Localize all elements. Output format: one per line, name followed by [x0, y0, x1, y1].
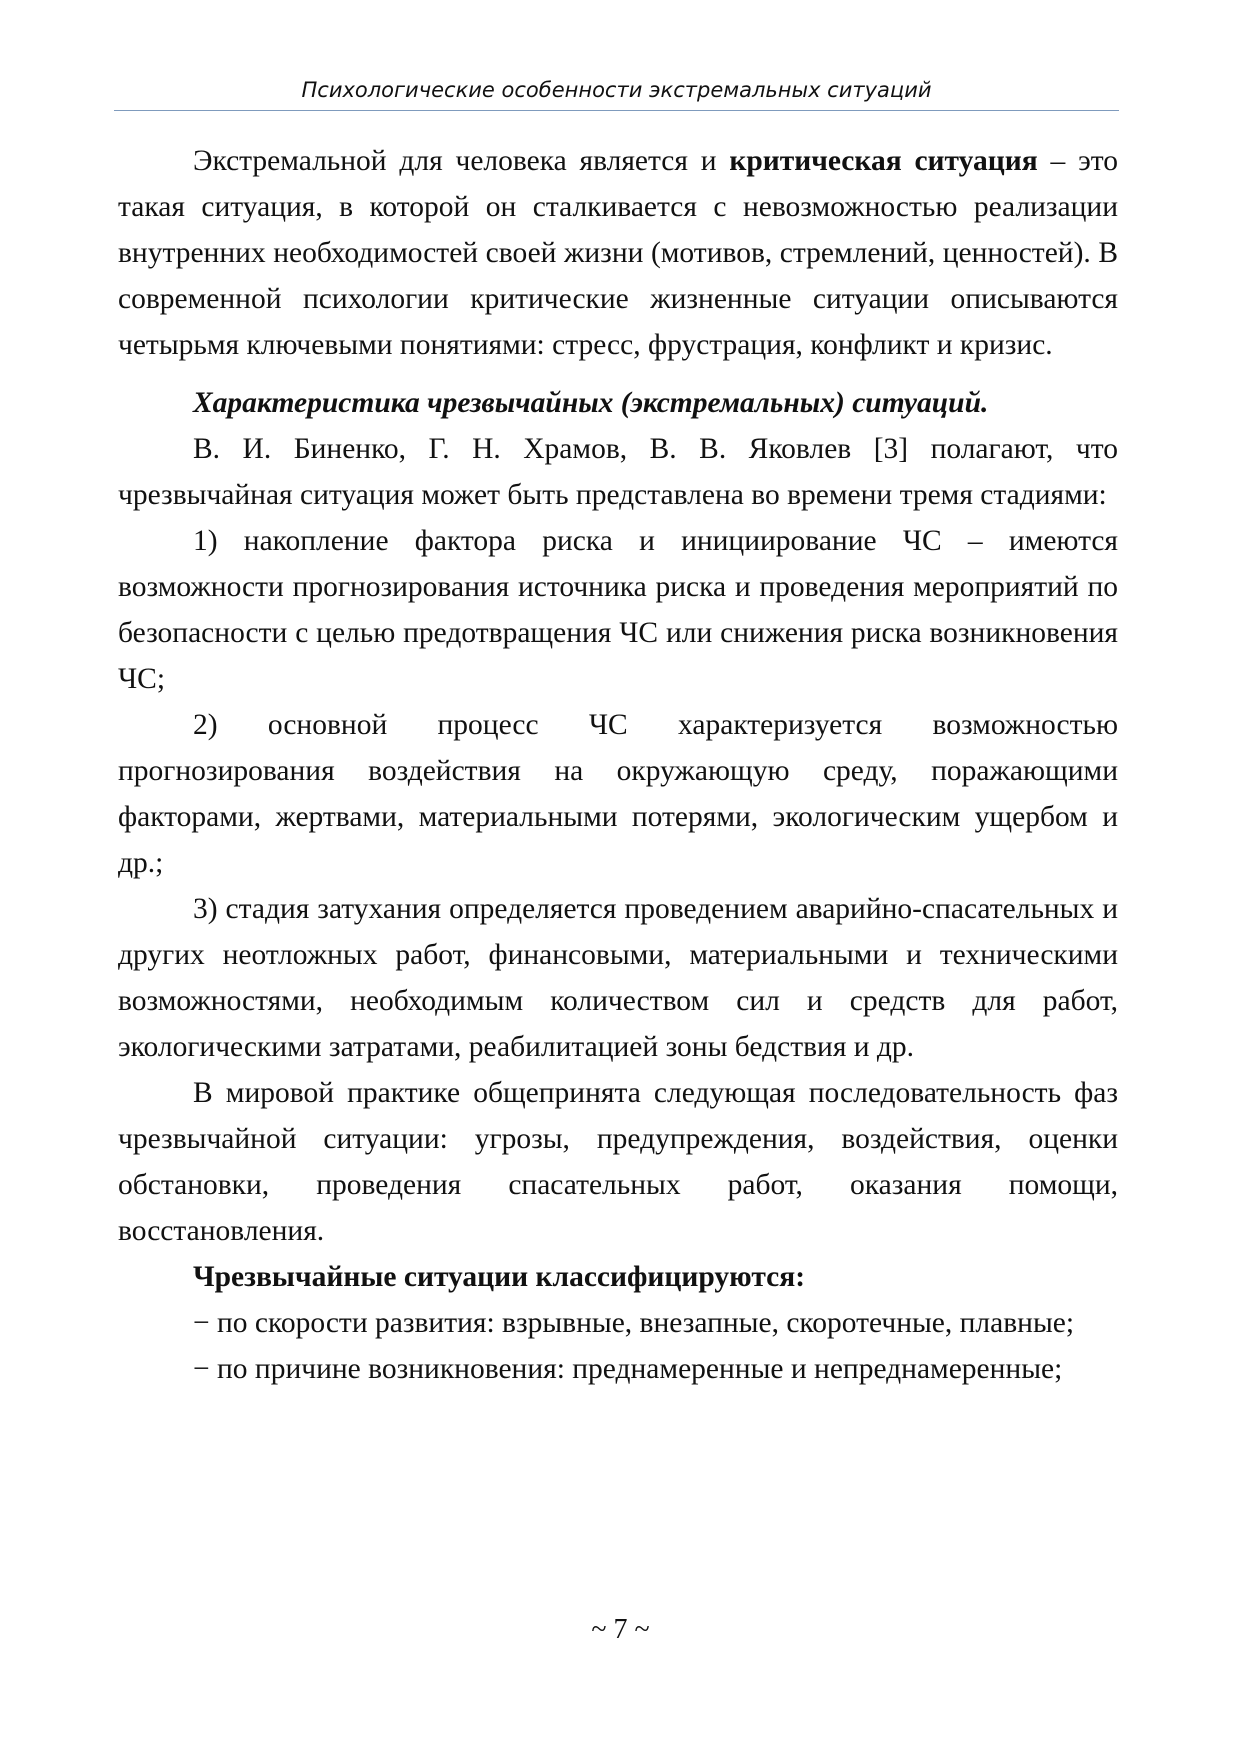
paragraph-critical-situation-lead: Экстремальной для человека является и	[193, 145, 730, 177]
paragraph-phases: В мировой практике общепринята следующая последовательность фаз чрезвычайной ситуации: угрозы, предупреждения, воздействия, оценки обстановки, проведения спасательных работ, оказания помощи, восстановления.	[118, 1077, 1118, 1247]
list-item-speed: − по скорости развития: взрывные, внезапные, скоротечные, плавные;	[193, 1307, 1075, 1339]
section-heading-characteristics: Характеристика чрезвычайных (экстремальных) ситуаций.	[193, 387, 989, 419]
running-header: Психологические особенности экстремальных ситуаций	[301, 78, 932, 102]
list-item-stage-1: 1) накопление фактора риска и инициирование ЧС – имеются возможности прогнозирования источника риска и проведения мероприятий по безопасности с целью предотвращения ЧС или снижения риска возникновения ЧС;	[118, 525, 1118, 695]
list-item-stage-3: 3) стадия затухания определяется проведением аварийно-спасательных и других неотложных работ, финансовыми, материальными и техническими возможностями, необходимым количеством сил и средств для работ, экологическими затратами, реабилитацией зоны бедствия и др.	[118, 893, 1118, 1063]
body-text	[118, 138, 1118, 1392]
page-number: ~ 7 ~	[591, 1614, 650, 1645]
paragraph-stages-intro: В. И. Биненко, Г. Н. Храмов, В. В. Яковлев [3] полагают, что чрезвычайная ситуация может быть представлена во времени тремя стадиями:	[118, 433, 1118, 511]
paragraph-critical-situation	[118, 138, 1118, 368]
list-item-cause: − по причине возникновения: преднамеренные и непреднамеренные;	[193, 1353, 1063, 1385]
section-heading-classification: Чрезвычайные ситуации классифицируются:	[193, 1261, 806, 1293]
header-divider	[114, 110, 1119, 111]
paragraph-critical-situation-rest: – это такая ситуация, в которой он сталкивается с невозможностью реализации внутренних необходимостей своей жизни (мотивов, стремлений, ценностей). В современной психологии критические жизненные ситуации описываются четырьмя ключевыми понятиями: стресс, фрустрация, конфликт и кризис.	[118, 145, 1119, 361]
term-critical-situation: критическая ситуация	[729, 145, 1038, 177]
list-item-stage-2: 2) основной процесс ЧС характеризуется возможностью прогнозирования воздействия на окружающую среду, поражающими факторами, жертвами, материальными потерями, экологическим ущербом и др.;	[118, 709, 1118, 879]
